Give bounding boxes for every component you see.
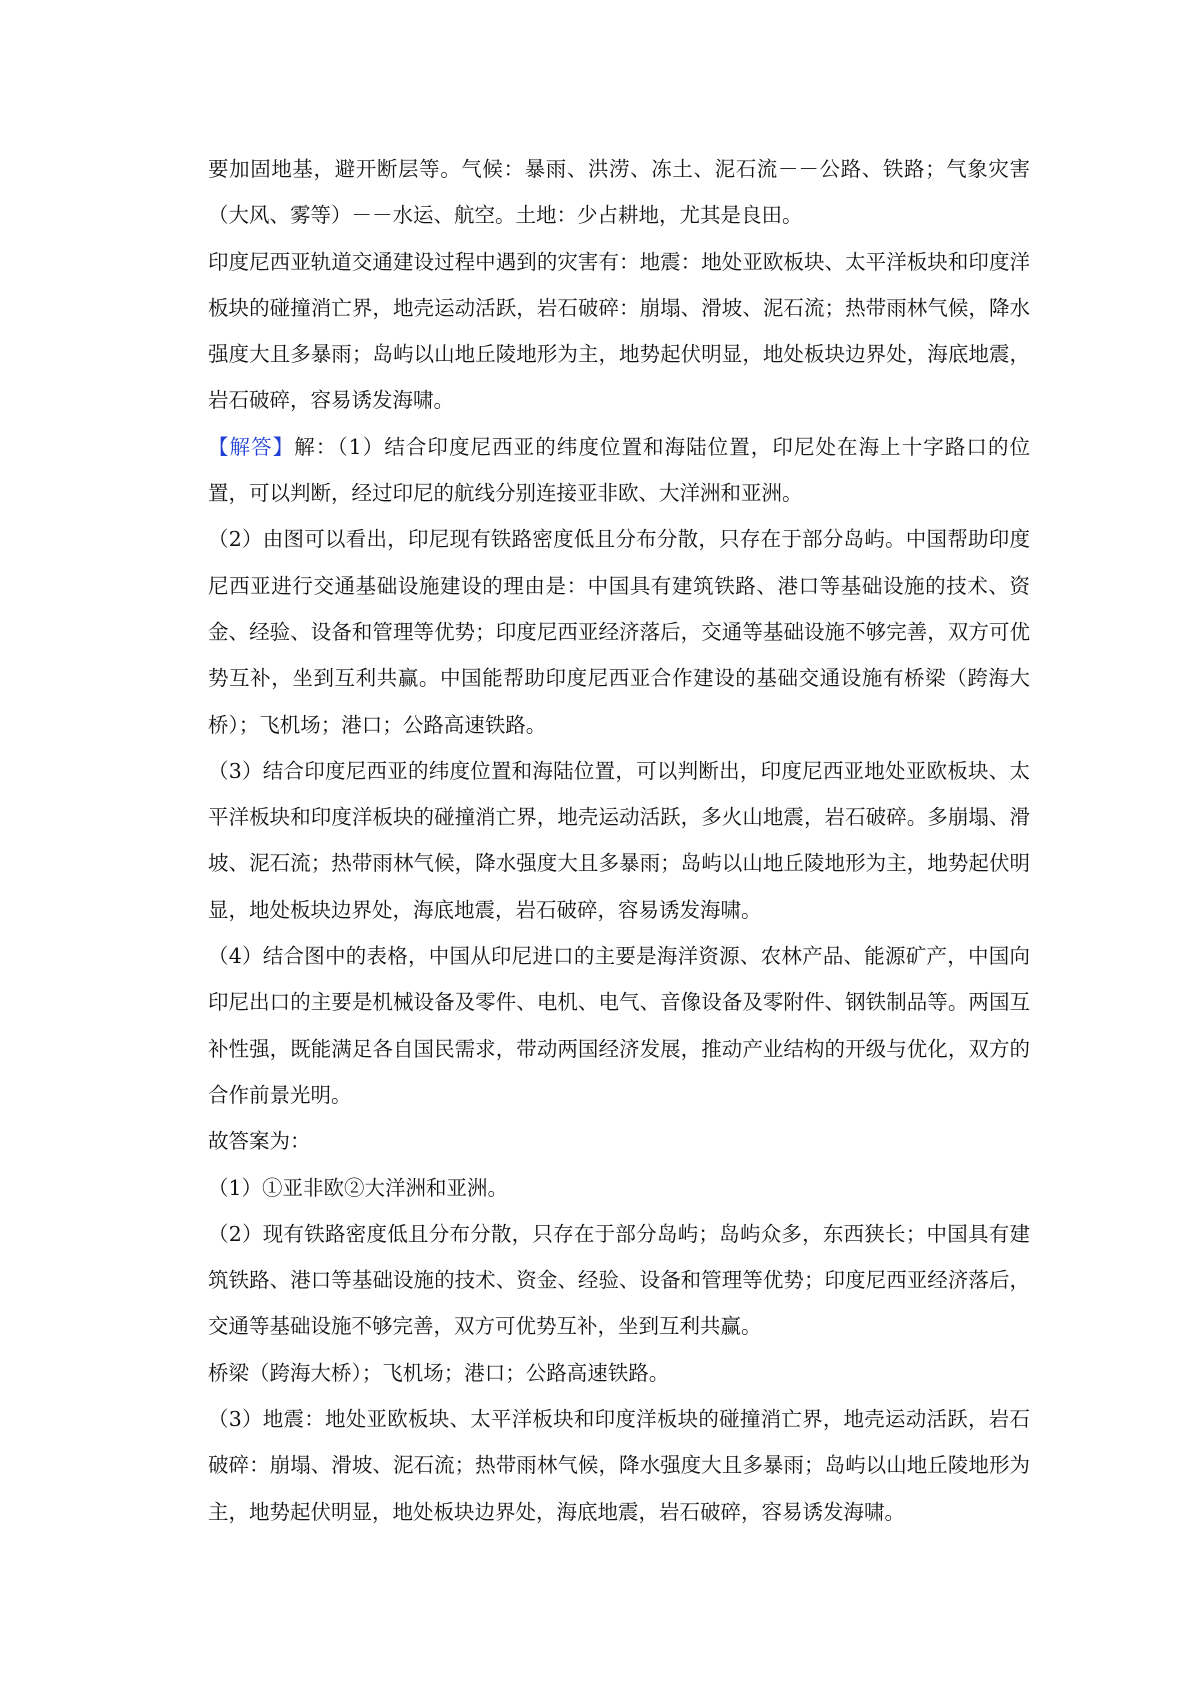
paragraph-final-1 [208,1165,1030,1211]
paragraph-text: 印度尼西亚轨道交通建设过程中遇到的灾害有：地震：地处亚欧板块、太平洋板块和印度洋板块的碰撞消亡界，地壳运动活跃，岩石破碎：崩塌、滑坡、泥石流；热带雨林气候，降水强度大且多暴雨；岛屿以山地丘陵地形为主，地势起伏明显，地处板块边界处，海底地震，岩石破碎，容易诱发海啸。 [208,249,1030,413]
paragraph-indonesia-hazards [208,239,1030,424]
paragraph-text: 故答案为： [208,1129,311,1154]
paragraph-answer-2 [208,516,1030,747]
paragraph-final-3 [208,1396,1030,1535]
paragraph-text: 解：（1）结合印度尼西亚的纬度位置和海陆位置，印尼处在海上十字路口的位置，可以判断，经过印尼的航线分别连接亚非欧、大洋洲和亚洲。 [208,434,1030,506]
paragraph-text: （2）现有铁路密度低且分布分散，只存在于部分岛屿；岛屿众多，东西狭长；中国具有建筑铁路、港口等基础设施的技术、资金、经验、设备和管理等优势；印度尼西亚经济落后，交通等基础设施不够完善，双方可优势互补，坐到互利共赢。 [208,1221,1030,1339]
paragraph-final-2-facilities [208,1350,1030,1396]
answer-label: 【解答】 [208,434,295,459]
paragraph-answer-4 [208,933,1030,1118]
paragraph-engineering-measures [208,146,1030,239]
paragraph-text: （3）地震：地处亚欧板块、太平洋板块和印度洋板块的碰撞消亡界，地壳运动活跃，岩石破碎：崩塌、滑坡、泥石流；热带雨林气候，降水强度大且多暴雨；岛屿以山地丘陵地形为主，地势起伏明显，地处板块边界处，海底地震，岩石破碎，容易诱发海啸。 [208,1407,1030,1524]
paragraph-answer-1 [208,424,1030,517]
paragraph-text: （1）①亚非欧②大洋洲和亚洲。 [208,1175,509,1200]
paragraph-text: （2）由图可以看出，印尼现有铁路密度低且分布分散，只存在于部分岛屿。中国帮助印度尼西亚进行交通基础设施建设的理由是：中国具有建筑铁路、港口等基础设施的技术、资金、经验、设备和管理等优势；印度尼西亚经济落后，交通等基础设施不够完善，双方可优势互补，坐到互利共赢。中国能帮助印度尼西亚合作建设的基础交通设施有桥梁（跨海大桥）；飞机场；港口；公路高速铁路。 [208,527,1030,737]
paragraph-text: （4）结合图中的表格，中国从印尼进口的主要是海洋资源、农林产品、能源矿产，中国向印尼出口的主要是机械设备及零件、电机、电气、音像设备及零附件、钢铁制品等。两国互补性强，既能满足各自国民需求，带动两国经济发展，推动产业结构的开级与优化，双方的合作前景光明。 [208,944,1030,1107]
paragraph-text: 桥梁（跨海大桥）；飞机场；港口；公路高速铁路。 [208,1360,670,1385]
paragraph-text: （3）结合印度尼西亚的纬度位置和海陆位置，可以判断出，印度尼西亚地处亚欧板块、太平洋板块和印度洋板块的碰撞消亡界，地壳运动活跃，多火山地震，岩石破碎。多崩塌、滑坡、泥石流；热带雨林气候，降水强度大且多暴雨；岛屿以山地丘陵地形为主，地势起伏明显，地处板块边界处，海底地震，岩石破碎，容易诱发海啸。 [208,758,1030,922]
paragraph-conclusion-heading [208,1118,1030,1164]
paragraph-final-2 [208,1211,1030,1350]
document-page [208,146,1030,1535]
paragraph-answer-3 [208,748,1030,933]
paragraph-text: 要加固地基，避开断层等。气候：暴雨、洪涝、冻土、泥石流－－公路、铁路；气象灾害（大风、雾等）－－水运、航空。土地：少占耕地，尤其是良田。 [208,157,1030,228]
